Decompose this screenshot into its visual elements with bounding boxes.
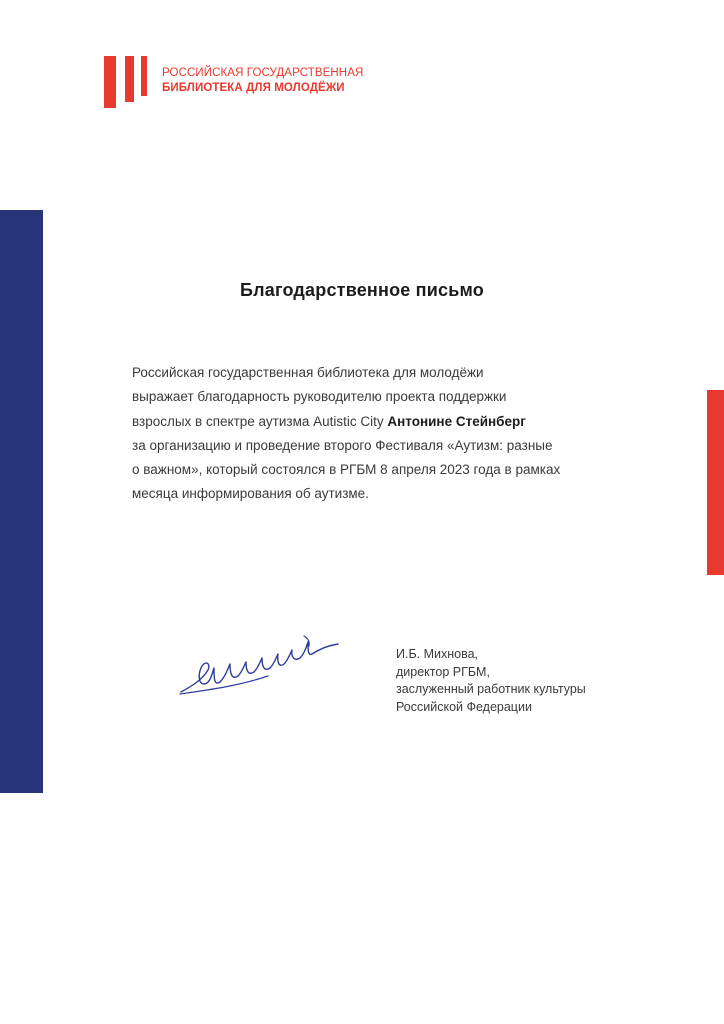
letter-body: [132, 361, 632, 507]
signer-block: [396, 646, 586, 716]
logo-bar-3: [141, 56, 147, 96]
body-line-3-text: взрослых в спектре аутизма Autistic City: [132, 413, 388, 429]
body-line-5: о важном», который состоялся в РГБМ 8 апреля 2023 года в рамках: [132, 462, 561, 478]
signer-title-line1: заслуженный работник культуры: [396, 682, 586, 696]
recipient-name: Антонине Стейнберг: [387, 413, 526, 429]
letter-title: Благодарственное письмо: [240, 280, 484, 300]
body-line-1: Российская государственная библиотека для молодёжи: [132, 365, 484, 380]
logo-bar-2: [125, 56, 134, 102]
library-name: [162, 66, 363, 96]
body-line-6: месяца информирования об аутизме.: [132, 486, 369, 502]
library-logo-icon: [104, 56, 152, 108]
signer-position: директор РГБМ,: [396, 664, 490, 679]
library-name-line1: РОССИЙСКАЯ ГОСУДАРСТВЕННАЯ: [162, 67, 364, 79]
signer-title-line2: Российской Федерации: [396, 699, 532, 714]
body-line-2: выражает благодарность руководителю проекта поддержки: [132, 389, 507, 405]
library-name-line2: БИБЛИОТЕКА ДЛЯ МОЛОДЁЖИ: [162, 82, 345, 94]
right-decorative-band: [707, 390, 724, 575]
signer-name: И.Б. Михнова,: [396, 647, 479, 661]
body-line-3: [132, 410, 632, 434]
body-line-4: за организацию и проведение второго Фестиваля «Аутизм: разные: [132, 437, 553, 453]
signature-stroke: [181, 642, 338, 692]
handwritten-signature: [178, 626, 343, 701]
logo-bar-1: [104, 56, 116, 108]
